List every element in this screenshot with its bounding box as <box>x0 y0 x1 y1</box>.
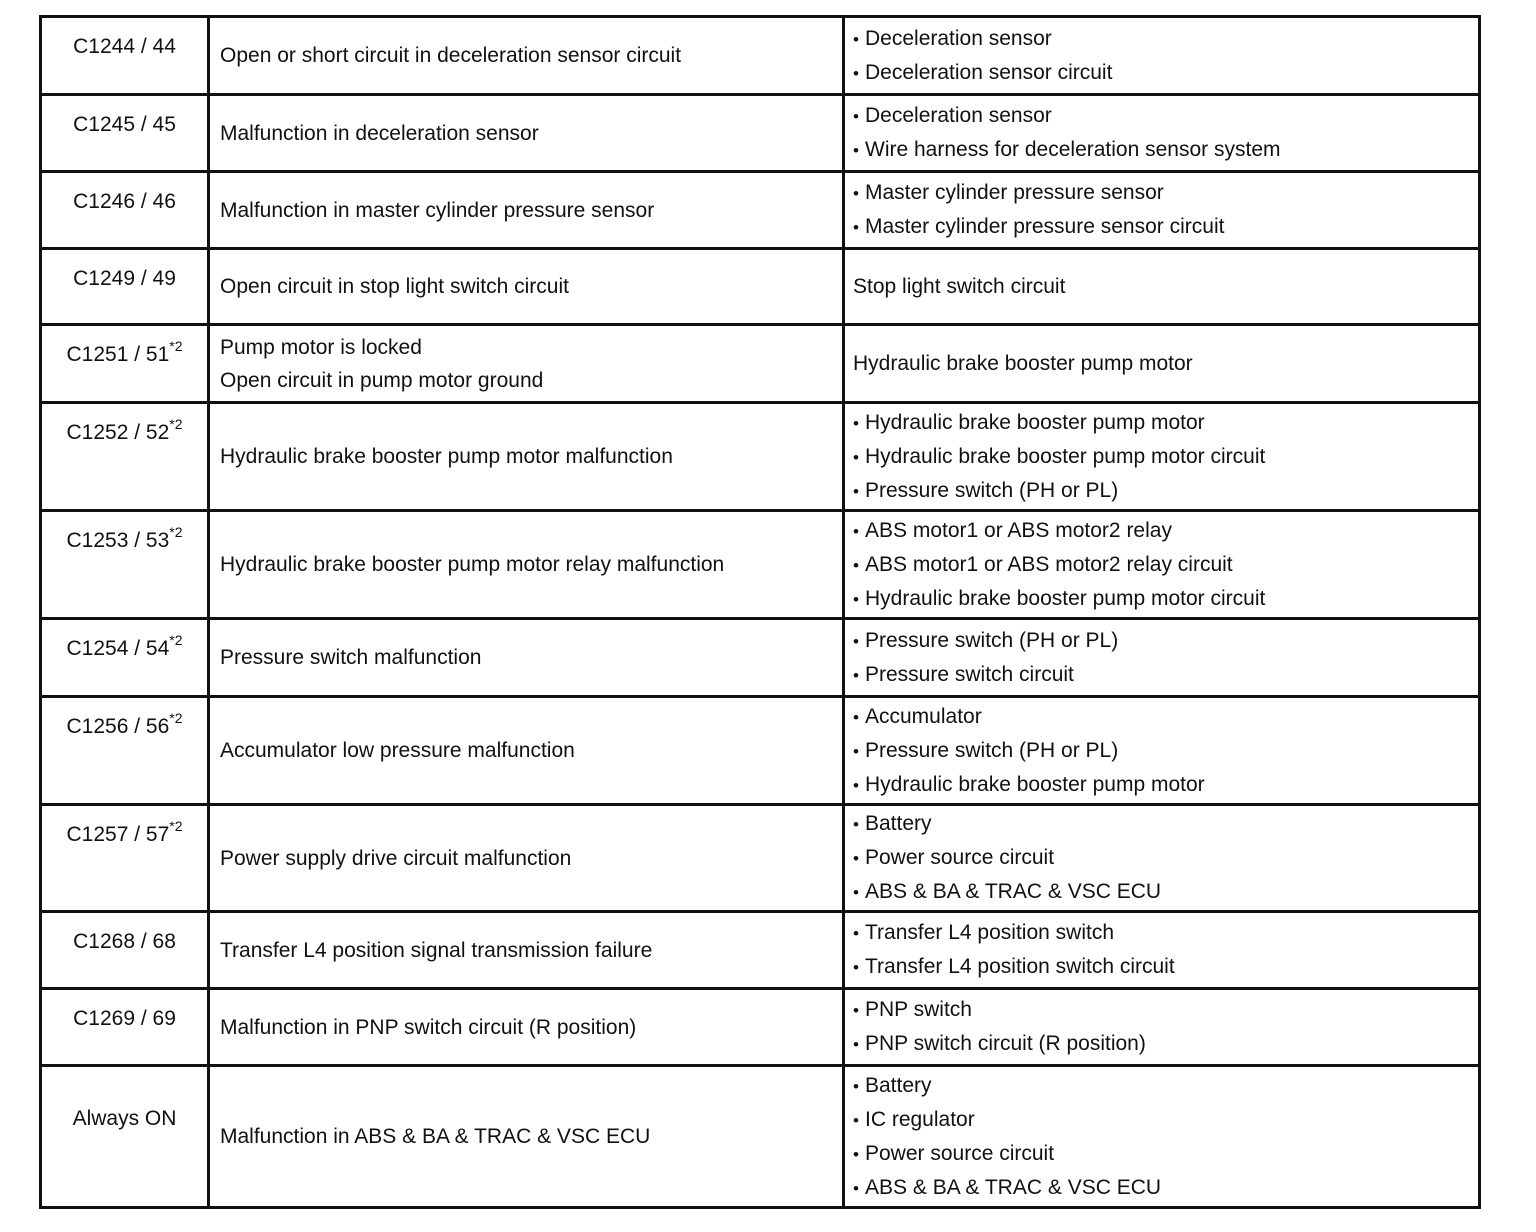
detection-item-text: Hydraulic brake booster pump motor relay malfunction <box>220 553 725 576</box>
trouble-area-item <box>853 1137 1478 1171</box>
dtc-code: C1251 / 51 <box>66 343 170 366</box>
table-row <box>41 325 1480 403</box>
dtc-code: Always ON <box>72 1107 177 1130</box>
bullet-icon: • <box>853 958 859 977</box>
trouble-area-item <box>853 768 1478 802</box>
bullet-icon: • <box>853 1178 859 1198</box>
trouble-area-text: ABS motor1 or ABS motor2 relay <box>865 518 1172 542</box>
dtc-code-cell <box>41 17 209 95</box>
table-row <box>41 17 1480 95</box>
trouble-area-cell <box>844 1066 1480 1208</box>
trouble-area-item <box>853 624 1478 658</box>
bullet-icon: • <box>853 883 859 902</box>
trouble-area-item <box>853 548 1478 582</box>
detection-item-cell <box>209 805 844 912</box>
detection-item-text: Transfer L4 position signal transmission failure <box>220 938 653 962</box>
table-row <box>41 249 1480 325</box>
trouble-area-text: Battery <box>865 812 932 835</box>
detection-item-cell <box>209 172 844 249</box>
bullet-icon: • <box>853 218 859 237</box>
dtc-code-cell <box>41 172 209 249</box>
trouble-area-item <box>853 807 1478 841</box>
bullet-icon: • <box>853 63 859 83</box>
detection-item-cell <box>209 325 844 403</box>
trouble-area-cell <box>844 95 1480 172</box>
bullet-icon: • <box>853 815 859 834</box>
trouble-area-cell <box>844 697 1480 805</box>
trouble-area-cell <box>844 403 1480 511</box>
detection-item-cell <box>209 1066 844 1208</box>
footnote-marker: *2 <box>169 818 183 834</box>
trouble-area-cell <box>844 989 1480 1066</box>
trouble-area-text: Hydraulic brake booster pump motor circuit <box>865 444 1266 468</box>
dtc-code: C1268 / 68 <box>73 930 176 953</box>
bullet-icon: • <box>853 741 859 761</box>
trouble-area-item <box>853 22 1478 56</box>
trouble-area-text: Master cylinder pressure sensor circuit <box>865 215 1225 238</box>
dtc-code: C1244 / 44 <box>73 35 176 58</box>
bullet-icon: • <box>853 924 859 943</box>
dtc-code: C1245 / 45 <box>73 113 176 136</box>
bullet-icon: • <box>853 1110 859 1130</box>
bullet-icon: • <box>853 1035 859 1054</box>
detection-item-cell <box>209 912 844 989</box>
trouble-area-text: PNP switch circuit (R position) <box>865 1032 1146 1055</box>
trouble-area-text: Wire harness for deceleration sensor system <box>865 138 1281 161</box>
detection-item-cell <box>209 403 844 511</box>
detection-item-cell <box>209 619 844 697</box>
trouble-area-text: Transfer L4 position switch <box>865 921 1114 944</box>
trouble-area-text: Battery <box>865 1073 932 1097</box>
dtc-code: C1252 / 52 <box>66 421 170 444</box>
bullet-icon: • <box>853 589 859 609</box>
trouble-area-text: ABS & BA & TRAC & VSC ECU <box>865 1175 1162 1199</box>
trouble-area-text: Deceleration sensor circuit <box>865 60 1113 84</box>
detection-item-text: Power supply drive circuit malfunction <box>220 846 572 870</box>
trouble-area-cell <box>844 325 1480 403</box>
detection-item-text: Malfunction in deceleration sensor <box>220 121 539 145</box>
footnote-marker: *2 <box>169 416 183 432</box>
dtc-code: C1257 / 57 <box>66 823 170 846</box>
detection-item-text: Malfunction in PNP switch circuit (R position) <box>220 1015 637 1039</box>
trouble-area-cell <box>844 805 1480 912</box>
trouble-area-item <box>853 700 1478 734</box>
table-row <box>41 697 1480 805</box>
detection-item-text: Pump motor is locked <box>220 335 422 359</box>
trouble-area-text: Hydraulic brake booster pump motor circuit <box>865 586 1266 610</box>
trouble-area-item <box>853 1027 1478 1061</box>
trouble-area-cell <box>844 172 1480 249</box>
table-row <box>41 619 1480 697</box>
detection-item-cell <box>209 989 844 1066</box>
bullet-icon: • <box>853 184 859 203</box>
detection-item-text: Malfunction in master cylinder pressure sensor <box>220 198 655 222</box>
bullet-icon: • <box>853 1001 859 1020</box>
table-row <box>41 1066 1480 1208</box>
trouble-area-item <box>853 440 1478 474</box>
trouble-area-item <box>853 841 1478 875</box>
trouble-area-item <box>853 734 1478 768</box>
trouble-area-text: Hydraulic brake booster pump motor <box>865 772 1205 796</box>
trouble-area-item <box>853 916 1478 950</box>
dtc-code-cell <box>41 989 209 1066</box>
trouble-area-text: Power source circuit <box>865 1141 1055 1165</box>
bullet-icon: • <box>853 1144 859 1164</box>
trouble-area-item <box>853 347 1478 380</box>
dtc-code: C1269 / 69 <box>73 1007 176 1030</box>
bullet-icon: • <box>853 107 859 126</box>
trouble-area-text: Deceleration sensor <box>865 104 1052 127</box>
table-row <box>41 912 1480 989</box>
trouble-area-item <box>853 950 1478 984</box>
trouble-area-item <box>853 270 1478 303</box>
bullet-icon: • <box>853 1076 859 1096</box>
detection-item-text: Pressure switch malfunction <box>220 646 482 669</box>
bullet-icon: • <box>853 521 859 541</box>
dtc-code-cell <box>41 95 209 172</box>
trouble-area-item <box>853 582 1478 616</box>
bullet-icon: • <box>853 665 859 685</box>
trouble-area-item <box>853 133 1478 167</box>
trouble-area-item <box>853 514 1478 548</box>
trouble-area-cell <box>844 249 1480 325</box>
dtc-code-cell <box>41 805 209 912</box>
trouble-area-item <box>853 1103 1478 1137</box>
trouble-area-text: PNP switch <box>865 998 972 1021</box>
trouble-area-cell <box>844 511 1480 619</box>
table-row <box>41 511 1480 619</box>
bullet-icon: • <box>853 555 859 575</box>
footnote-marker: *2 <box>169 710 183 726</box>
trouble-area-text: Power source circuit <box>865 846 1055 869</box>
trouble-area-item <box>853 474 1478 508</box>
trouble-area-item <box>853 176 1478 210</box>
trouble-area-item <box>853 875 1478 909</box>
bullet-icon: • <box>853 413 859 433</box>
trouble-area-text: Pressure switch circuit <box>865 662 1074 686</box>
table-row <box>41 172 1480 249</box>
detection-item-text: Open circuit in stop light switch circuit <box>220 275 569 298</box>
detection-item-cell <box>209 511 844 619</box>
dtc-code: C1256 / 56 <box>66 715 170 738</box>
detection-item-cell <box>209 697 844 805</box>
trouble-area-cell <box>844 17 1480 95</box>
trouble-area-text: Pressure switch (PH or PL) <box>865 738 1119 762</box>
trouble-area-text: Pressure switch (PH or PL) <box>865 628 1119 652</box>
trouble-area-text: Hydraulic brake booster pump motor <box>865 410 1205 434</box>
trouble-area-item <box>853 99 1478 133</box>
dtc-code-cell <box>41 511 209 619</box>
detection-item-text: Accumulator low pressure malfunction <box>220 739 575 762</box>
dtc-code-cell <box>41 325 209 403</box>
trouble-area-text: Hydraulic brake booster pump motor <box>853 352 1193 375</box>
bullet-icon: • <box>853 775 859 795</box>
trouble-area-cell <box>844 912 1480 989</box>
trouble-area-item <box>853 56 1478 90</box>
trouble-area-item <box>853 1069 1478 1103</box>
dtc-table <box>39 15 1481 1209</box>
footnote-marker: *2 <box>169 338 183 354</box>
dtc-code: C1246 / 46 <box>73 190 176 213</box>
dtc-code: C1253 / 53 <box>66 529 170 552</box>
trouble-area-item <box>853 993 1478 1027</box>
footnote-marker: *2 <box>169 524 183 540</box>
dtc-code-cell <box>41 619 209 697</box>
detection-item-cell <box>209 95 844 172</box>
trouble-area-text: ABS & BA & TRAC & VSC ECU <box>865 880 1162 903</box>
dtc-code: C1254 / 54 <box>66 637 170 660</box>
detection-item-cell <box>209 249 844 325</box>
table-row <box>41 805 1480 912</box>
trouble-area-text: Stop light switch circuit <box>853 275 1066 298</box>
bullet-icon: • <box>853 707 859 727</box>
table-row <box>41 403 1480 511</box>
trouble-area-item <box>853 210 1478 244</box>
bullet-icon: • <box>853 631 859 651</box>
trouble-area-text: Pressure switch (PH or PL) <box>865 478 1119 502</box>
dtc-code-cell <box>41 912 209 989</box>
bullet-icon: • <box>853 481 859 501</box>
trouble-area-text: Transfer L4 position switch circuit <box>865 955 1175 978</box>
bullet-icon: • <box>853 849 859 868</box>
detection-item-text: Open circuit in pump motor ground <box>220 368 544 392</box>
detection-item-text: Hydraulic brake booster pump motor malfunction <box>220 445 673 468</box>
trouble-area-item <box>853 1171 1478 1205</box>
trouble-area-text: Master cylinder pressure sensor <box>865 181 1164 204</box>
dtc-code-cell <box>41 1066 209 1208</box>
detection-item-text: Malfunction in ABS & BA & TRAC & VSC ECU <box>220 1125 651 1148</box>
bullet-icon: • <box>853 29 859 49</box>
trouble-area-item <box>853 658 1478 692</box>
bullet-icon: • <box>853 141 859 160</box>
dtc-table-container <box>39 15 1478 1209</box>
dtc-code-cell <box>41 403 209 511</box>
table-row <box>41 95 1480 172</box>
dtc-code: C1249 / 49 <box>73 267 176 290</box>
detection-item-text: Open or short circuit in deceleration sensor circuit <box>220 44 682 67</box>
table-row <box>41 989 1480 1066</box>
trouble-area-text: ABS motor1 or ABS motor2 relay circuit <box>865 552 1233 576</box>
dtc-code-cell <box>41 249 209 325</box>
bullet-icon: • <box>853 447 859 467</box>
trouble-area-text: Deceleration sensor <box>865 26 1052 50</box>
trouble-area-cell <box>844 619 1480 697</box>
trouble-area-item <box>853 406 1478 440</box>
trouble-area-text: IC regulator <box>865 1107 975 1131</box>
detection-item-cell <box>209 17 844 95</box>
trouble-area-text: Accumulator <box>865 704 982 728</box>
footnote-marker: *2 <box>169 632 183 648</box>
dtc-code-cell <box>41 697 209 805</box>
